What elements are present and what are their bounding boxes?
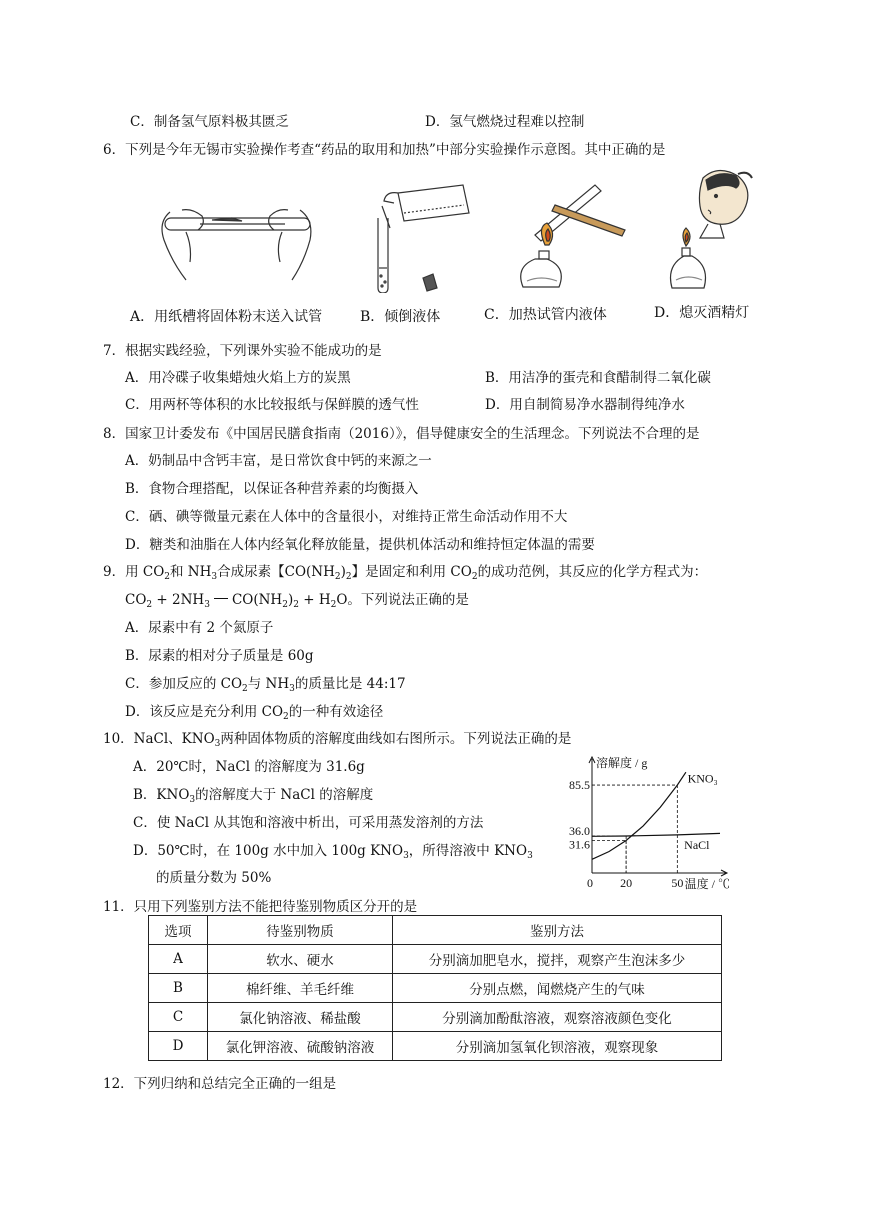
table-cell: 软水、硬水 <box>208 945 393 974</box>
table-cell: 氯化钠溶液、稀盐酸 <box>208 1003 393 1032</box>
q10-option-c: C．使 NaCl 从其饱和溶液中析出，可采用蒸发溶剂的方法 <box>133 815 484 831</box>
table-header: 鉴别方法 <box>393 916 722 945</box>
series-label-nacl: NaCl <box>684 837 710 852</box>
figure-d-blowing-lamp <box>668 168 758 293</box>
q9-stem: 9．用 $CO_2$和 $NH_3$合成尿素【$CO(NH_2)_2$】是固定和利用 $CO_2$的成功范例，其反应的化学方程式为： <box>103 564 708 582</box>
table-cell: 棉纤维、羊毛纤维 <box>208 974 393 1003</box>
table-header: 待鉴别物质 <box>208 916 393 945</box>
x-axis-label: 温度 / ℃ <box>684 877 730 891</box>
q7-option-b: B．用洁净的蛋壳和食醋制得二氧化碳 <box>485 370 711 386</box>
table-row <box>149 1032 722 1061</box>
table-cell: 分别滴加氢氧化钡溶液，观察现象 <box>393 1032 722 1061</box>
y-tick-label: 31.6 <box>569 837 590 852</box>
figure-d-caption: D．熄灭酒精灯 <box>654 305 750 321</box>
q10-option-d-cont: 的质量分数为 50% <box>156 870 272 886</box>
q9-option-b: B．尿素的相对分子质量是 60g <box>125 648 314 664</box>
q7-option-d: D．用自制简易净水器制得纯净水 <box>485 397 685 413</box>
table-cell: A <box>149 945 208 974</box>
q8-option-c: C．硒、碘等微量元素在人体中的含量很小，对维持正常生命活动作用不大 <box>125 509 568 525</box>
figure-b-caption: B．倾倒液体 <box>360 309 441 325</box>
q7-stem: 7．根据实践经验，下列课外实验不能成功的是 <box>103 343 382 359</box>
q9-option-c: C．参加反应的 $CO_2$与 $NH_3$的质量比是 44:17 <box>125 676 406 694</box>
q11-stem: 11．只用下列鉴别方法不能把待鉴别物质区分开的是 <box>103 899 418 915</box>
table-header: 选项 <box>149 916 208 945</box>
q8-option-b: B．食物合理搭配，以保证各种营养素的均衡摄入 <box>125 481 419 497</box>
figure-a-caption: A．用纸槽将固体粉末送入试管 <box>130 309 323 325</box>
y-tick-label: 85.5 <box>569 778 590 793</box>
table-cell: 分别滴加肥皂水，搅拌，观察产生泡沫多少 <box>393 945 722 974</box>
y-tick-label: 36.0 <box>569 823 590 838</box>
q10-option-d: D．50℃时，在 100g 水中加入 100g $KNO_3$，所得溶液中 $KNO_3$ <box>133 843 533 861</box>
y-axis-label: 溶解度 / g <box>596 756 648 770</box>
q8-stem: 8．国家卫计委发布《中国居民膳食指南（2016）》，倡导健康安全的生活理念。下列说法不合理的是 <box>103 426 700 442</box>
figure-c-heating-tube <box>515 175 635 290</box>
table-row <box>149 974 722 1003</box>
solubility-chart <box>560 755 735 895</box>
figure-a-paper-trough <box>150 190 325 285</box>
q7-option-a: A．用冷碟子收集蜡烛火焰上方的炭黑 <box>125 370 351 386</box>
q9-option-a: A．尿素中有 2 个氮原子 <box>125 620 274 636</box>
q5-option-d: D．氢气燃烧过程难以控制 <box>425 114 585 130</box>
q7-option-c: C．用两杯等体积的水比较报纸与保鲜膜的透气性 <box>125 397 419 413</box>
table-row <box>149 1003 722 1032</box>
table-cell: 氯化钾溶液、硫酸钠溶液 <box>208 1032 393 1061</box>
q9-equation: $CO_2 + 2NH_3$ $CO(NH_2)_2 + H_2O$。下列说法正确的是 <box>125 592 469 610</box>
q12-stem: 12．下列归纳和总结完全正确的一组是 <box>103 1076 337 1092</box>
table-cell: 分别点燃，闻燃烧产生的气味 <box>393 974 722 1003</box>
q10-stem: 10．NaCl、$KNO_3$两种固体物质的溶解度曲线如右图所示。下列说法正确的是 <box>103 731 572 749</box>
table-header-row <box>149 916 722 945</box>
table-cell: D <box>149 1032 208 1061</box>
q5-option-c: C．制备氢气原料极其匮乏 <box>130 114 289 130</box>
table-cell: C <box>149 1003 208 1032</box>
x-tick-label: 50 <box>671 876 684 890</box>
figure-b-pouring-liquid <box>368 178 478 293</box>
table-row <box>149 945 722 974</box>
q11-table <box>148 915 722 1061</box>
series-line-nacl <box>592 833 720 836</box>
figure-c-caption: C．加热试管内液体 <box>484 307 607 323</box>
q8-option-a: A．奶制品中含钙丰富，是日常饮食中钙的来源之一 <box>125 453 432 469</box>
table-cell: 分别滴加酚酞溶液，观察溶液颜色变化 <box>393 1003 722 1032</box>
x-tick-label: 20 <box>620 876 633 890</box>
series-label-kno3: KNO₃ <box>687 771 718 786</box>
x-tick-label: 0 <box>587 876 593 890</box>
q10-option-b: B．$KNO_3$的溶解度大于 NaCl 的溶解度 <box>133 787 374 805</box>
table-cell: B <box>149 974 208 1003</box>
q10-option-a: A．20℃时，NaCl 的溶解度为 31.6g <box>133 759 365 775</box>
q6-stem: 6．下列是今年无锡市实验操作考查“药品的取用和加热”中部分实验操作示意图。其中正确的是 <box>103 142 666 158</box>
q9-option-d: D．该反应是充分利用 $CO_2$的一种有效途径 <box>125 704 384 722</box>
q8-option-d: D．糖类和油脂在人体内经氧化释放能量，提供机体活动和维持恒定体温的需要 <box>125 537 595 553</box>
